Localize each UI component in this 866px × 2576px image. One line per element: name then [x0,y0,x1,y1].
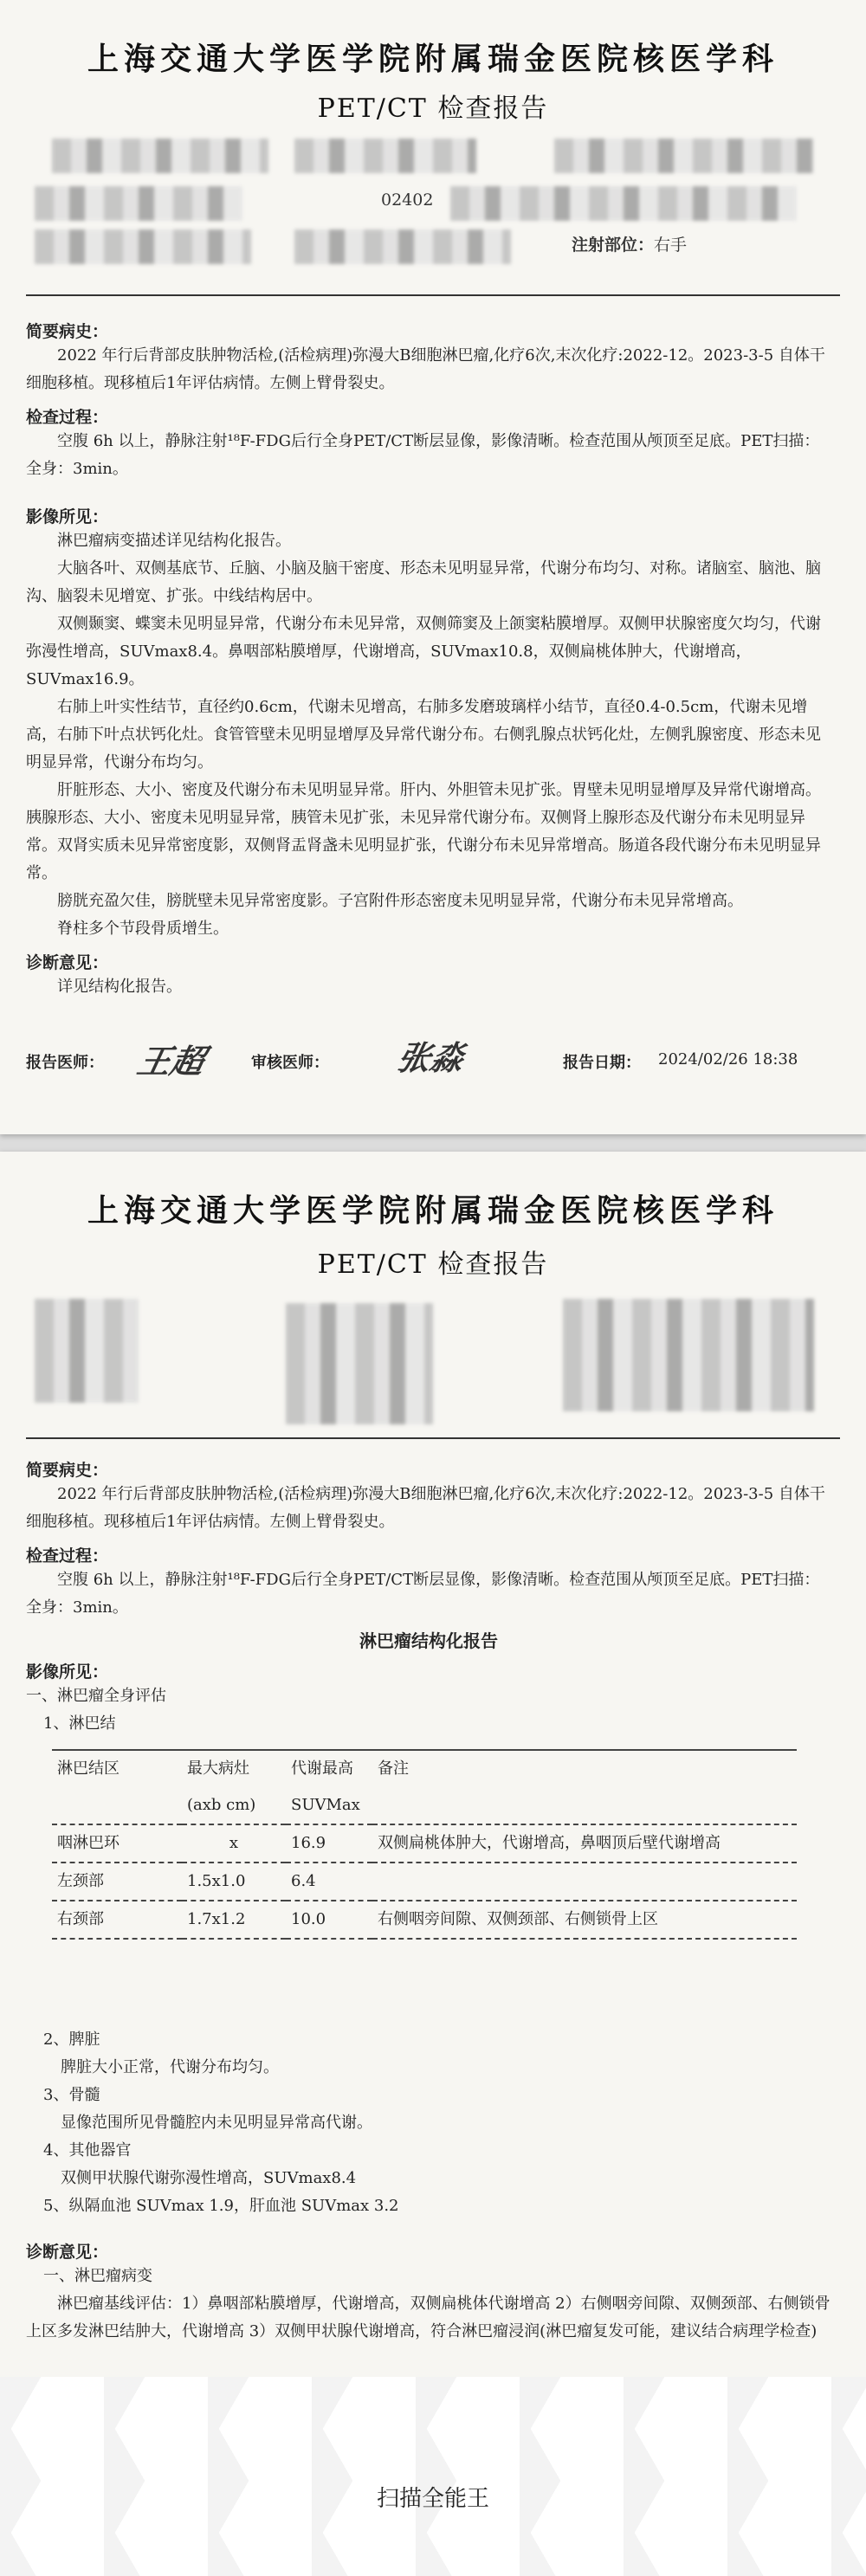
findings-heading: 影像所见： [26,507,109,526]
lymph-node-table [52,1749,797,1940]
finding-paragraph: 右肺上叶实性结节，直径约0.6cm，代谢未见增高，右肺多发磨玻璃样小结节，直径0.4-0.5cm，代谢未见增高，右肺下叶点状钙化灶。食管管壁未见明显增厚及异常代谢分布。右侧乳腺点状钙化灶，左侧乳腺密度、形态未见明显异常，代谢分布均匀。 [26,698,821,772]
table-cell: 1.5x1.0 [187,1872,246,1890]
injection-site-label: 注射部位： [572,236,655,255]
report-page-1 [0,0,866,1134]
diagnosis-heading: 诊断意见： [26,2243,109,2262]
redacted-block [563,1299,814,1411]
divider [26,294,840,296]
hospital-name: 上海交通大学医学院附属瑞金医院核医学科 [87,1192,779,1229]
subsection-heading: 4、其他器官 [43,2141,132,2160]
date-label: 报告日期： [563,1054,641,1072]
table-row [52,1825,797,1863]
table-row [52,1863,797,1901]
reviewer-label: 审核医师： [251,1054,329,1072]
scanner-footer-background [0,2377,866,2576]
subsection-heading: 5、纵隔血池 SUVmax 1.9，肝血池 SUVmax 3.2 [43,2197,399,2215]
divider [26,1437,840,1439]
history-heading: 简要病史： [26,1461,109,1480]
partial-id: 02402 [381,190,434,210]
reviewer-signature: 张淼 [393,1038,469,1077]
redacted-block [35,229,251,264]
process-text: 空腹 6h 以上，静脉注射¹⁸F-FDG后行全身PET/CT断层显像，影像清晰。检查范围从颅顶至足底。PET扫描：全身：3min。 [26,432,820,478]
table-cell: 右颈部 [57,1910,104,1928]
table-row [52,1901,797,1939]
table-cell: 右侧咽旁间隙、双侧颈部、右侧锁骨上区 [378,1910,658,1928]
report-date: 2024/02/26 18:38 [658,1050,798,1068]
table-cell: 左颈部 [57,1872,104,1890]
table-header-row [52,1751,797,1787]
redacted-block [294,139,476,173]
subsection-text: 显像范围所见骨髓腔内未见明显异常高代谢。 [61,2114,372,2132]
history-heading: 简要病史： [26,322,109,341]
report-title: PET/CT 检查报告 [317,1249,549,1280]
diagnosis-heading: 诊断意见： [26,953,109,972]
hospital-name: 上海交通大学医学院附属瑞金医院核医学科 [87,41,779,77]
finding-paragraph: 膀胱充盈欠佳，膀胱壁未见异常密度影。子宫附件形态密度未见明显异常，代谢分布未见异常增高。 [57,892,743,910]
findings-heading: 影像所见： [26,1662,109,1682]
subsection-heading: 2、脾脏 [43,2030,100,2049]
finding-paragraph: 淋巴瘤病变描述详见结构化报告。 [57,532,291,550]
redacted-block [52,139,268,173]
table-cell: x [229,1834,239,1852]
table-cell: 10.0 [291,1910,326,1928]
injection-site: 右手 [654,236,688,255]
table-header: 备注 [378,1759,409,1778]
report-body-continued [26,2026,831,2346]
table-cell: 16.9 [291,1834,326,1852]
scanner-app-label: 扫描全能王 [376,2486,489,2512]
subsection-text: 双侧甲状腺代谢弥漫性增高，SUVmax8.4 [61,2169,357,2187]
finding-paragraph: 大脑各叶、双侧基底节、丘脑、小脑及脑干密度、形态未见明显异常，代谢分布均匀、对称。诸脑室、脑池、脑沟、脑裂未见增宽、扩张。中线结构居中。 [26,559,821,605]
redacted-block [554,139,814,173]
signature-row [26,1038,831,1081]
table-cell: 1.7x1.2 [187,1910,246,1928]
redacted-block [450,186,797,221]
finding-paragraph: 双侧颞窦、蝶窦未见明显异常，代谢分布未见异常，双侧筛窦及上颌窦粘膜增厚。双侧甲状腺密度欠均匀，代谢弥漫性增高，SUVmax8.4。鼻咽部粘膜增厚，代谢增高，SUVmax10.8，双侧扁桃体肿大，代谢增高，SUVmax16.9。 [26,615,821,688]
report-page-2 [0,1152,866,2377]
report-title: PET/CT 检查报告 [317,94,549,124]
report-body [26,1450,831,1738]
subsection-heading: 1、淋巴结 [43,1714,116,1733]
redacted-block [35,186,242,221]
diagnosis-text: 详见结构化报告。 [57,978,182,996]
table-cell: 6.4 [291,1872,316,1890]
table-header: 淋巴结区 [57,1759,120,1778]
section-heading: 一、淋巴瘤病变 [43,2267,152,2285]
reporter-signature: 王超 [133,1042,209,1081]
diagnosis-text: 淋巴瘤基线评估：1）鼻咽部粘膜增厚，代谢增高，双侧扁桃体代谢增高 2）右侧咽旁间隙、双侧颈部、右侧锁骨上区多发淋巴结肿大，代谢增高 3）双侧甲状腺代谢增高，符合淋巴瘤浸润(淋巴瘤复发可能，建议结合病理学检查) [26,2295,830,2340]
history-text: 2022 年行后背部皮肤肿物活检,(活检病理)弥漫大B细胞淋巴瘤,化疗6次,末次化疗:2022-12。2023-3-5 自体干细胞移植。现移植后1年评估病情。左侧上臂骨裂史。 [26,346,825,392]
table-subheader: (axb cm) [187,1796,256,1814]
process-heading: 检查过程： [26,408,109,427]
section-heading: 一、淋巴瘤全身评估 [26,1687,166,1705]
redacted-block [294,229,511,264]
redacted-block [286,1303,433,1424]
redacted-block [35,1299,139,1403]
history-text: 2022 年行后背部皮肤肿物活检,(活检病理)弥漫大B细胞淋巴瘤,化疗6次,末次化疗:2022-12。2023-3-5 自体干细胞移植。现移植后1年评估病情。左侧上臂骨裂史。 [26,1485,825,1531]
structured-report-title: 淋巴瘤结构化报告 [359,1630,498,1651]
table-subheader-row [52,1787,797,1824]
finding-paragraph: 脊柱多个节段骨质增生。 [57,920,229,938]
table-cell [372,1863,797,1901]
subsection-heading: 3、骨髓 [43,2086,100,2104]
table-header: 代谢最高 [291,1759,353,1778]
reporter-label: 报告医师： [26,1054,104,1072]
table-cell: 咽淋巴环 [57,1834,120,1852]
process-heading: 检查过程： [26,1546,109,1566]
finding-paragraph: 肝脏形态、大小、密度及代谢分布未见明显异常。肝内、外胆管未见扩张。胃壁未见明显增厚及异常代谢增高。胰腺形态、大小、密度未见明显异常，胰管未见扩张，未见异常代谢分布。双侧肾上腺形态及代谢分布未见明显异常。双肾实质未见异常密度影，双侧肾盂肾盏未见明显扩张，代谢分布未见异常增高。肠道各段代谢分布未见明显异常。 [26,781,821,882]
table-cell: 双侧扁桃体肿大，代谢增高，鼻咽顶后壁代谢增高 [378,1834,721,1852]
process-text: 空腹 6h 以上，静脉注射¹⁸F-FDG后行全身PET/CT断层显像，影像清晰。检查范围从颅顶至足底。PET扫描：全身：3min。 [26,1571,820,1617]
table-header: 最大病灶 [187,1759,249,1778]
subsection-text: 脾脏大小正常，代谢分布均匀。 [61,2058,279,2076]
table-subheader: SUVMax [291,1796,360,1814]
report-body [26,312,831,1001]
